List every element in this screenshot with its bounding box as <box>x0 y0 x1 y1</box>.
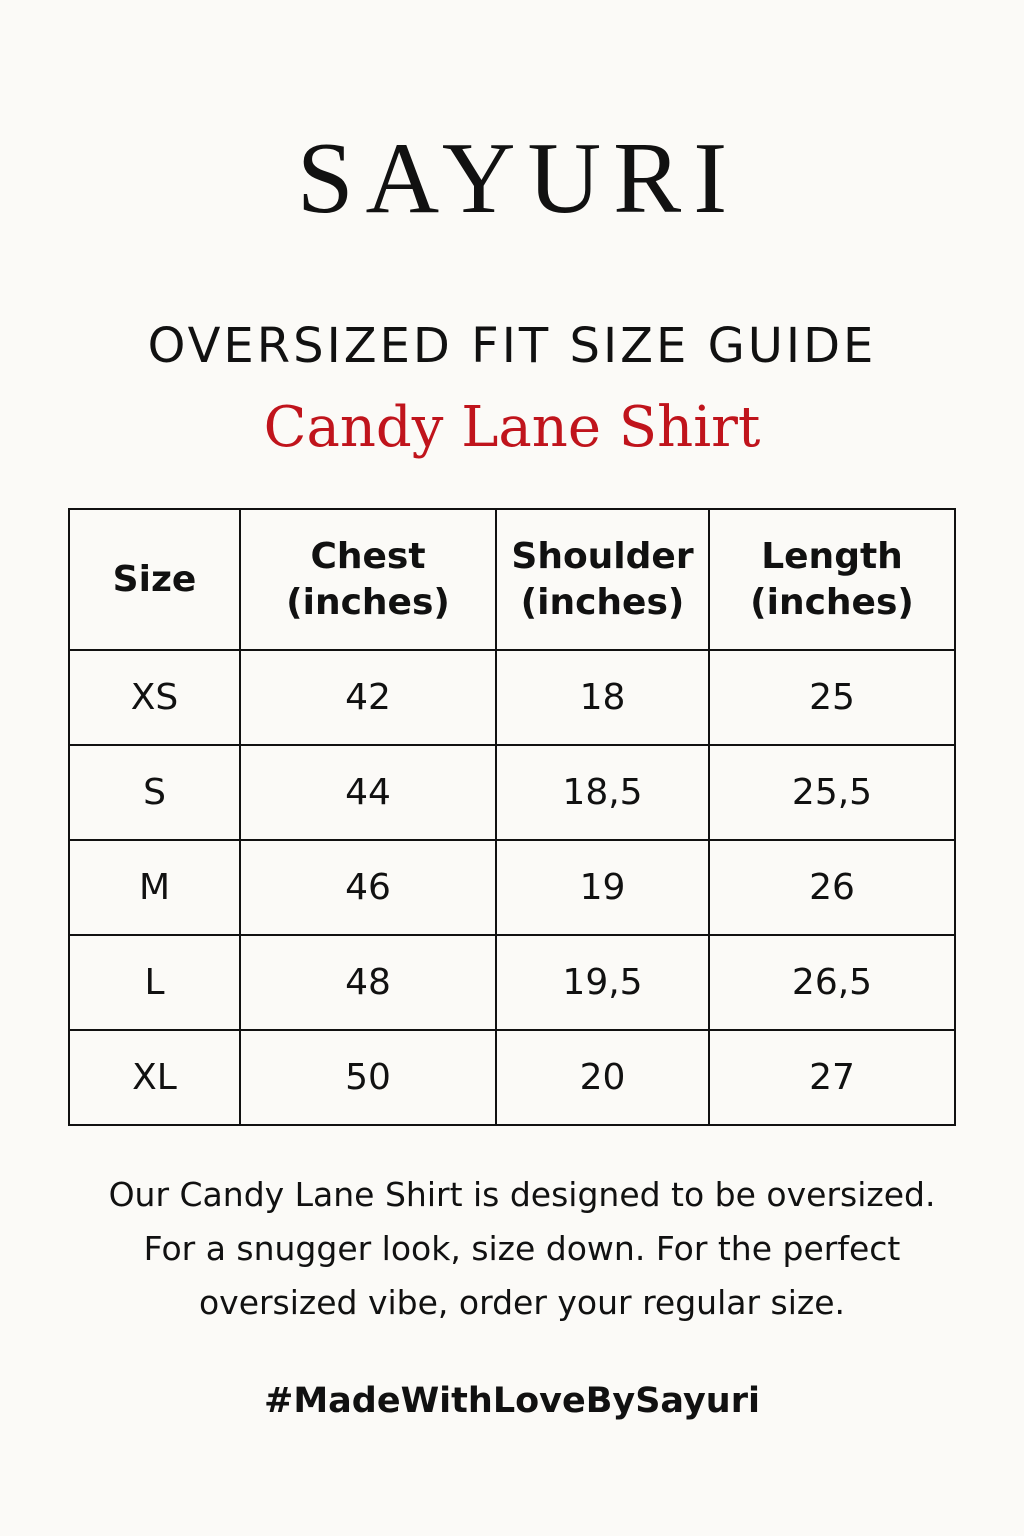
cell-length: 27 <box>709 1030 955 1125</box>
cell-length: 25 <box>709 650 955 745</box>
hashtag: #MadeWithLoveBySayuri <box>264 1381 760 1421</box>
header-chest <box>240 509 496 650</box>
cell-shoulder: 19,5 <box>496 935 709 1030</box>
header-shoulder-label: Shoulder <box>511 535 694 577</box>
cell-size: L <box>69 935 240 1030</box>
cell-chest: 42 <box>240 650 496 745</box>
cell-shoulder: 19 <box>496 840 709 935</box>
header-size <box>69 509 240 650</box>
cell-chest: 46 <box>240 840 496 935</box>
cell-shoulder: 18,5 <box>496 745 709 840</box>
cell-chest: 48 <box>240 935 496 1030</box>
cell-length: 25,5 <box>709 745 955 840</box>
header-chest-unit: (inches) <box>286 581 450 623</box>
table-row <box>69 650 955 745</box>
cell-chest: 50 <box>240 1030 496 1125</box>
table-header-row <box>69 509 955 650</box>
fit-note-line: Our Candy Lane Shirt is designed to be oversized. <box>108 1175 936 1214</box>
cell-size: M <box>69 840 240 935</box>
fit-note <box>40 1168 1004 1330</box>
brand-logo: SAYURI <box>296 122 740 235</box>
cell-length: 26,5 <box>709 935 955 1030</box>
header-length-label: Length <box>761 535 903 577</box>
cell-shoulder: 20 <box>496 1030 709 1125</box>
cell-shoulder: 18 <box>496 650 709 745</box>
cell-size: XL <box>69 1030 240 1125</box>
size-table <box>68 508 956 1126</box>
header-shoulder <box>496 509 709 650</box>
header-shoulder-unit: (inches) <box>520 581 685 623</box>
header-size-label: Size <box>112 558 197 600</box>
page-title: OVERSIZED FIT SIZE GUIDE <box>147 318 877 374</box>
table-row <box>69 840 955 935</box>
product-name: Candy Lane Shirt <box>263 395 761 460</box>
table-row <box>69 1030 955 1125</box>
fit-note-line: oversized vibe, order your regular size. <box>198 1283 846 1322</box>
table-row <box>69 935 955 1030</box>
cell-size: XS <box>69 650 240 745</box>
cell-length: 26 <box>709 840 955 935</box>
header-chest-label: Chest <box>310 535 426 577</box>
cell-size: S <box>69 745 240 840</box>
header-length-unit: (inches) <box>750 581 914 623</box>
cell-chest: 44 <box>240 745 496 840</box>
header-length <box>709 509 955 650</box>
table-row <box>69 745 955 840</box>
fit-note-line: For a snugger look, size down. For the perfect <box>143 1229 901 1268</box>
